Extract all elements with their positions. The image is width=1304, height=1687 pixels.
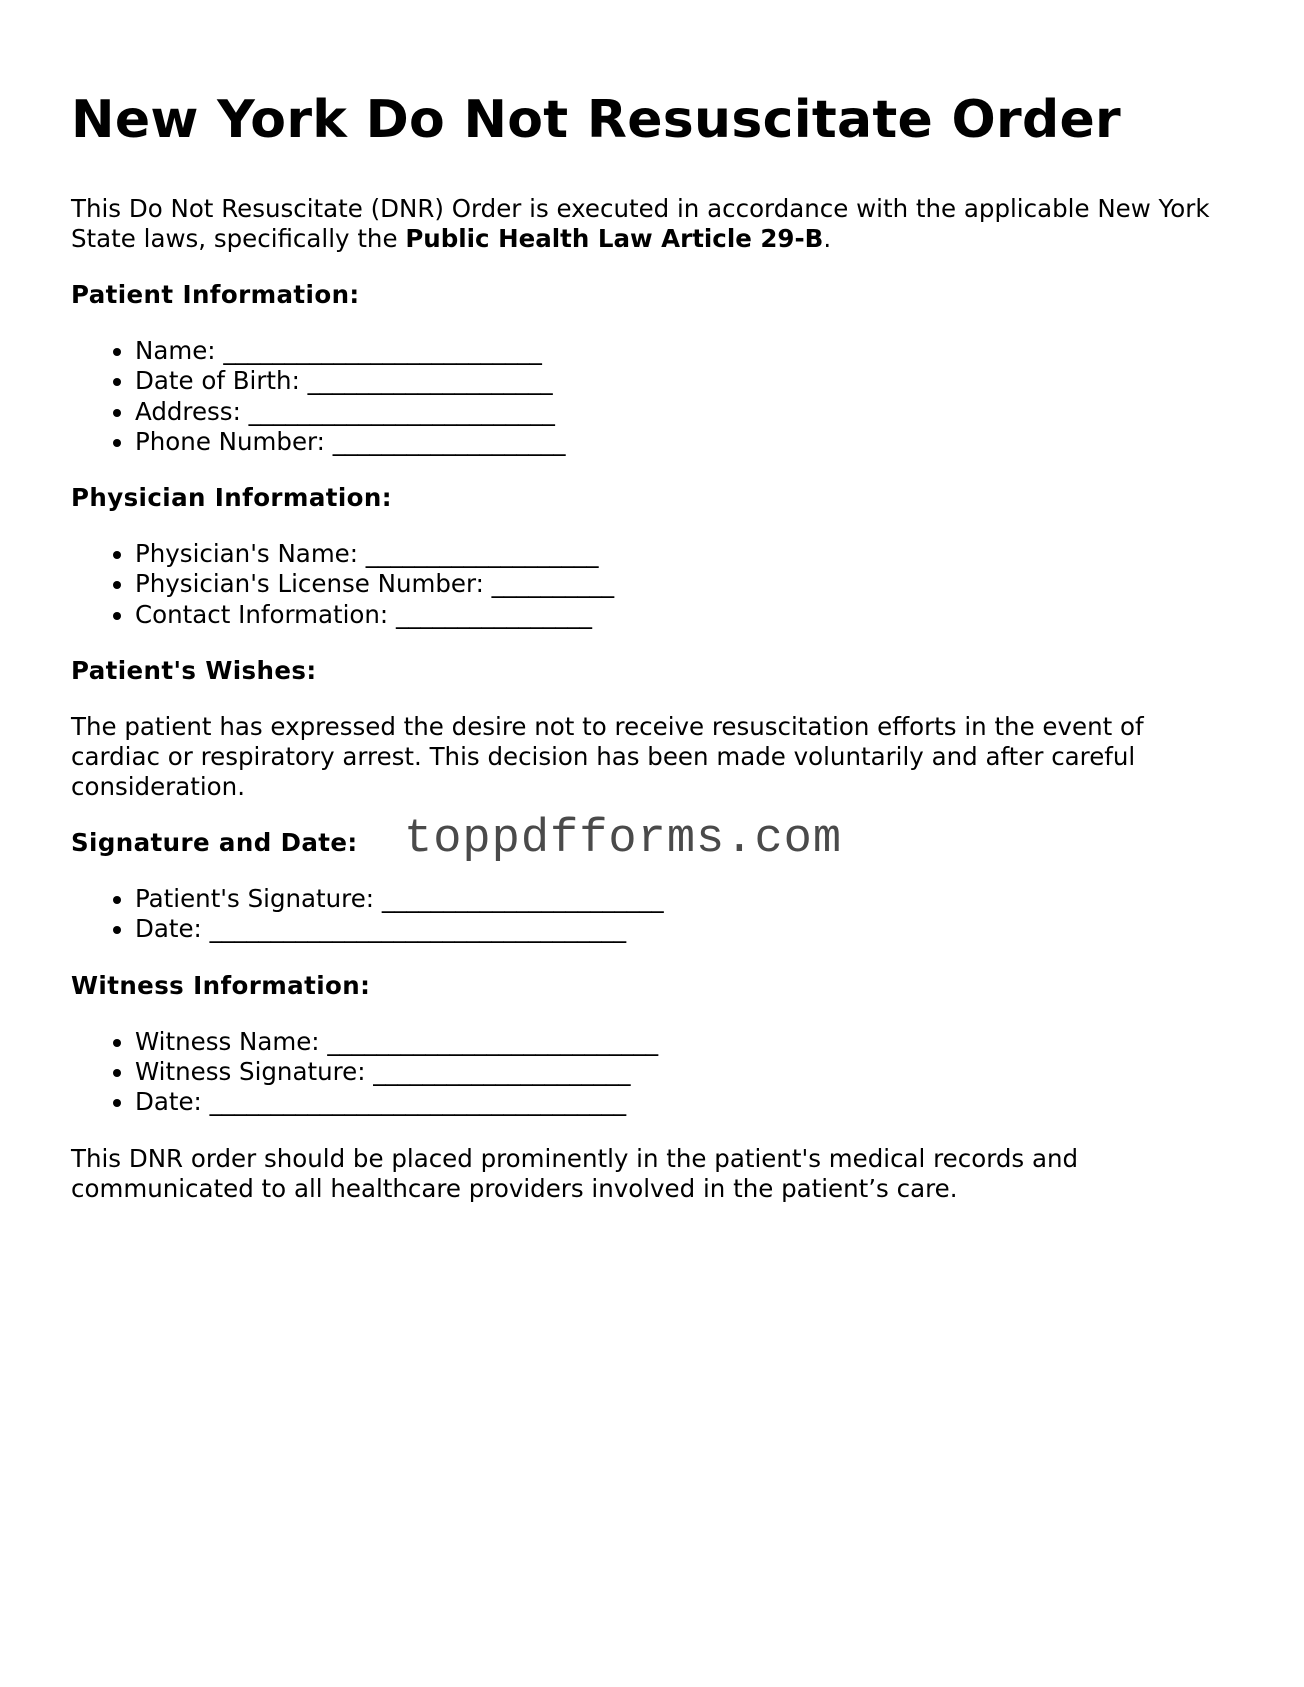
physician-contact-field: • Contact Information: ________________ — [135, 600, 1231, 630]
witness-info-heading: Witness Information: — [71, 970, 371, 1000]
signature-list — [71, 884, 1231, 945]
watermark: toppdfforms.com — [404, 813, 843, 867]
patient-phone-field: • Phone Number: ___________________ — [135, 427, 1231, 457]
physician-info-heading: Physician Information: — [71, 483, 392, 513]
patient-info-list — [71, 336, 1231, 457]
intro-paragraph — [71, 194, 1231, 254]
physician-name-field: • Physician's Name: ___________________ — [135, 539, 1231, 569]
patient-dob-field: • Date of Birth: ____________________ — [135, 366, 1231, 396]
physician-license-field: • Physician's License Number: __________ — [135, 569, 1231, 599]
witness-name-field: • Witness Name: ___________________________ — [135, 1027, 1231, 1057]
witness-info-list — [71, 1027, 1231, 1118]
document-page — [71, 84, 1231, 1204]
page-title: New York Do Not Resuscitate Order — [71, 90, 1122, 150]
intro-text: This Do Not Resuscitate (DNR) Order is executed in accordance with the applicable New York State laws, specifically the — [71, 194, 1210, 253]
closing-paragraph: This DNR order should be placed prominently in the patient's medical records and communicated to all healthcare providers involved in the patient’s care. — [71, 1143, 1079, 1203]
intro-law-reference: Public Health Law Article 29-B — [405, 224, 824, 253]
patient-signature-field: • Patient's Signature: _______________________ — [135, 884, 1231, 914]
patient-address-field: • Address: _________________________ — [135, 397, 1231, 427]
wishes-heading: Patient's Wishes: — [71, 656, 317, 686]
patient-name-field: • Name: __________________________ — [135, 336, 1231, 366]
signature-heading-row — [71, 813, 1231, 867]
witness-signature-field: • Witness Signature: _____________________ — [135, 1057, 1231, 1087]
wishes-paragraph: The patient has expressed the desire not to receive resuscitation efforts in the event of cardiac or respiratory arrest. This decision has been made voluntarily and after careful consideration. — [71, 712, 1144, 802]
signature-heading: Signature and Date: — [71, 828, 358, 858]
witness-date-field: • Date: __________________________________ — [135, 1087, 1231, 1117]
signature-date-field: • Date: __________________________________ — [135, 914, 1231, 944]
patient-info-heading: Patient Information: — [71, 280, 360, 309]
physician-info-list — [71, 539, 1231, 630]
intro-end: . — [823, 224, 832, 253]
